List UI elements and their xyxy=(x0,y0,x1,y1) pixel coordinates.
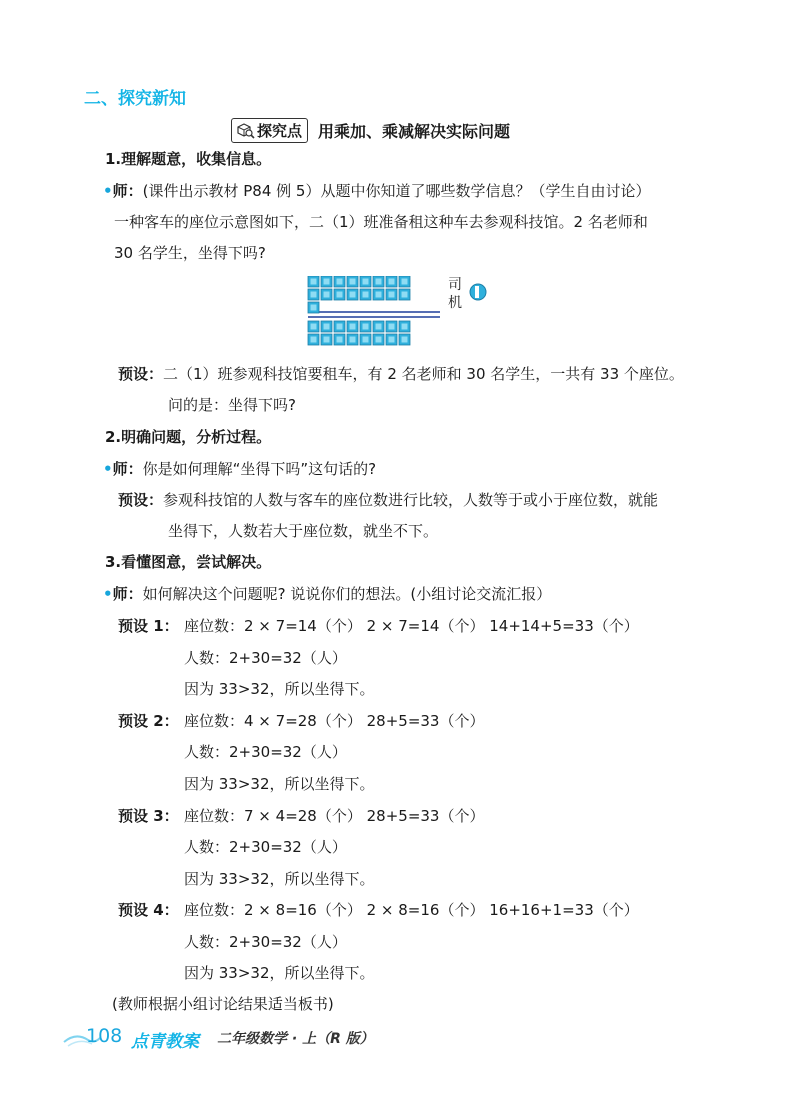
section-title: 二、探究新知 xyxy=(84,89,186,109)
step2-preset xyxy=(118,489,658,510)
preset-1-label: 预设 1： xyxy=(118,617,179,635)
problem-line-1: 一种客车的座位示意图如下，二（1）班准备租这种车去参观科技馆。2 名老师和 xyxy=(114,213,648,231)
preset-4-conclusion: 因为 33>32，所以坐得下。 xyxy=(184,964,375,982)
preset-4-label: 预设 4： xyxy=(118,901,179,919)
driver-label-2: 机 xyxy=(448,295,462,311)
preset-3-people: 人数：2+30=32（人） xyxy=(184,838,347,856)
teacher-dot-icon: • xyxy=(103,182,113,200)
seat xyxy=(399,276,410,287)
preset-text-1: 二（1）班参观科技馆要租车，有 2 名老师和 30 名学生，一共有 33 个座位。 xyxy=(163,365,684,383)
book-title: 二年级数学 · 上（R 版） xyxy=(217,1031,374,1047)
seat xyxy=(399,289,410,300)
seat xyxy=(334,334,345,345)
topic-header xyxy=(231,117,510,143)
seat xyxy=(347,321,358,332)
preset-3-conclusion: 因为 33>32，所以坐得下。 xyxy=(184,870,375,888)
preset-4-seats: 座位数：2 × 8=16（个） 2 × 8=16（个） 16+16+1=33（个） xyxy=(184,901,639,919)
preset-1-people: 人数：2+30=32（人） xyxy=(184,649,347,667)
seat xyxy=(360,289,371,300)
teacher-label: 师： xyxy=(112,460,143,478)
teacher-label: 师： xyxy=(112,585,143,603)
preset-text-1: 参观科技馆的人数与客车的座位数进行比较，人数等于或小于座位数，就能 xyxy=(163,491,659,509)
seat xyxy=(308,289,319,300)
seat xyxy=(334,276,345,287)
page-number: 108 xyxy=(86,1025,123,1047)
topic-tag xyxy=(231,118,308,143)
preset-1-seats: 座位数：2 × 7=14（个） 2 × 7=14（个） 14+14+5=33（个） xyxy=(184,617,639,635)
teacher-text: 如何解决这个问题呢? 说说你们的想法。(小组讨论交流汇报） xyxy=(142,585,552,603)
seat xyxy=(373,321,384,332)
brand-logo: 点青教案 xyxy=(131,1032,199,1052)
preset-text-2: 坐得下，人数若大于座位数，就坐不下。 xyxy=(168,522,439,540)
preset-label: 预设： xyxy=(118,365,164,383)
seat xyxy=(360,334,371,345)
step1-preset xyxy=(118,363,684,384)
step3-teacher-prompt xyxy=(103,583,551,604)
seat xyxy=(308,276,319,287)
preset-text-2: 问的是：坐得下吗? xyxy=(168,396,296,414)
seat xyxy=(308,334,319,345)
step3-heading: 3.看懂图意，尝试解决。 xyxy=(105,553,272,571)
driver-label-1: 司 xyxy=(448,277,462,293)
board-note: (教师根据小组讨论结果适当板书) xyxy=(112,995,334,1013)
seat xyxy=(308,302,319,313)
seat xyxy=(386,321,397,332)
seat xyxy=(347,334,358,345)
step2-teacher-prompt xyxy=(103,458,376,479)
magnifier-cube-icon xyxy=(235,121,255,139)
seat xyxy=(321,276,332,287)
preset-3-label: 预设 3： xyxy=(118,807,179,825)
step1-heading: 1.理解题意，收集信息。 xyxy=(105,150,272,168)
seat xyxy=(373,334,384,345)
seat xyxy=(373,289,384,300)
topic-tag-label: 探究点 xyxy=(257,121,303,140)
topic-title: 用乘加、乘减解决实际问题 xyxy=(318,121,511,141)
seat xyxy=(386,334,397,345)
preset-label: 预设： xyxy=(118,491,164,509)
seat xyxy=(321,289,332,300)
problem-line-2: 30 名学生，坐得下吗? xyxy=(114,244,266,262)
seat xyxy=(373,276,384,287)
steering-wheel-icon xyxy=(470,284,486,300)
seat xyxy=(360,276,371,287)
preset-1-conclusion: 因为 33>32，所以坐得下。 xyxy=(184,680,375,698)
preset-4-people: 人数：2+30=32（人） xyxy=(184,933,347,951)
seat xyxy=(308,321,319,332)
teacher-dot-icon: • xyxy=(103,585,113,603)
teacher-label: 师： xyxy=(112,182,143,200)
bus-seat-diagram xyxy=(306,276,496,350)
preset-2-label: 预设 2： xyxy=(118,712,179,730)
step2-heading: 2.明确问题，分析过程。 xyxy=(105,428,272,446)
seat xyxy=(399,334,410,345)
seat xyxy=(386,289,397,300)
teacher-text: 你是如何理解“坐得下吗”这句话的? xyxy=(142,460,377,478)
seat xyxy=(321,334,332,345)
seat xyxy=(347,289,358,300)
teacher-text: (课件出示教材 P84 例 5）从题中你知道了哪些数学信息？（学生自由讨论） xyxy=(142,182,651,200)
seat xyxy=(386,276,397,287)
seat-diagram-svg xyxy=(306,276,496,350)
seat xyxy=(360,321,371,332)
step1-teacher-prompt xyxy=(103,180,650,201)
preset-2-people: 人数：2+30=32（人） xyxy=(184,743,347,761)
seat xyxy=(334,289,345,300)
seat xyxy=(399,321,410,332)
teacher-dot-icon: • xyxy=(103,460,113,478)
preset-3-seats: 座位数：7 × 4=28（个） 28+5=33（个） xyxy=(184,807,485,825)
seat xyxy=(347,276,358,287)
seat xyxy=(334,321,345,332)
preset-2-conclusion: 因为 33>32，所以坐得下。 xyxy=(184,775,375,793)
seat xyxy=(321,321,332,332)
preset-2-seats: 座位数：4 × 7=28（个） 28+5=33（个） xyxy=(184,712,485,730)
